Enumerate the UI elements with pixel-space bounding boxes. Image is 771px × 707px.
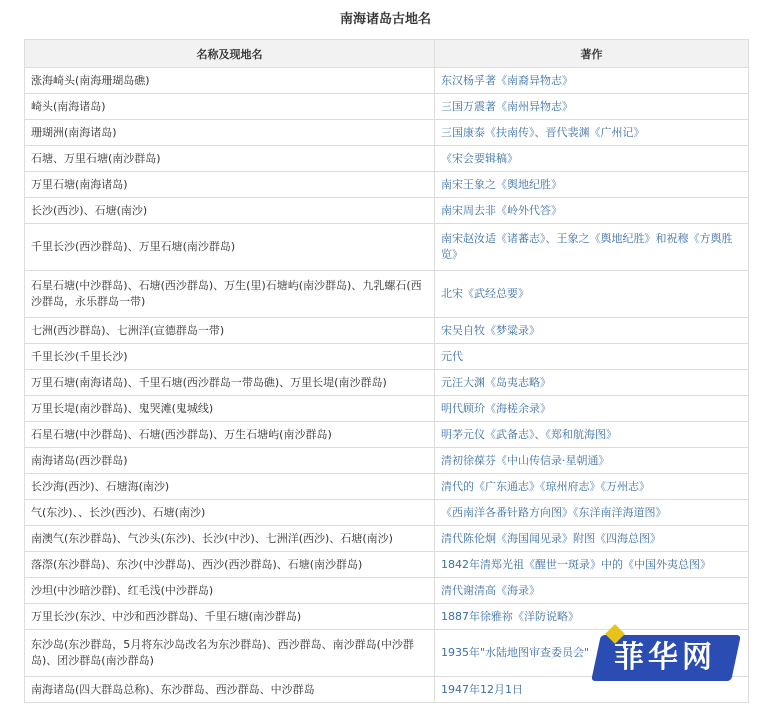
table-row [25, 224, 749, 271]
place-name-cell: 长沙海(西沙)、石塘海(南沙) [25, 474, 435, 500]
place-name-cell: 南澳气(东沙群岛)、气沙头(东沙)、长沙(中沙)、七洲洋(西沙)、石塘(南沙) [25, 526, 435, 552]
place-name-cell: 石星石塘(中沙群岛)、石塘(西沙群岛)、万生(里)石塘屿(南沙群岛)、九乳螺石(西沙群岛，永乐群岛一带) [25, 271, 435, 318]
place-name-cell: 万里石塘(南海诸岛)、千里石塘(西沙群岛一带岛礁)、万里长堤(南沙群岛) [25, 370, 435, 396]
place-name-cell: 万里长堤(南沙群岛)、鬼哭滩(鬼城线) [25, 396, 435, 422]
place-name-cell: 气(东沙)、、长沙(西沙)、石塘(南沙) [25, 500, 435, 526]
work-cell[interactable]: 元代 [435, 344, 749, 370]
table-row [25, 172, 749, 198]
table-row [25, 318, 749, 344]
work-cell[interactable]: 清初徐葆芬《中山传信录·星朝通》 [435, 448, 749, 474]
place-name-cell: 落漈(东沙群岛)、东沙(中沙群岛)、西沙(西沙群岛)、石塘(南沙群岛) [25, 552, 435, 578]
place-name-cell: 万里长沙(东沙、中沙和西沙群岛)、千里石塘(南沙群岛) [25, 604, 435, 630]
place-name-cell: 南海诸岛(四大群岛总称)、东沙群岛、西沙群岛、中沙群岛 [25, 677, 435, 703]
site-logo [590, 625, 740, 695]
page-title: 南海诸岛古地名 [339, 12, 431, 27]
work-cell[interactable]: 明茅元仪《武备志》、《郑和航海图》 [435, 422, 749, 448]
work-cell[interactable]: 元汪大渊《岛夷志略》 [435, 370, 749, 396]
table-row [25, 271, 749, 318]
work-cell[interactable]: 1935年"水陆地图审查委员会" [435, 630, 749, 677]
work-cell[interactable]: 1887年徐雅祢《洋防说略》 [435, 604, 749, 630]
place-name-cell: 珊瑚洲(南海诸岛) [25, 120, 435, 146]
place-name-cell: 涨海崎头(南海珊瑚岛礁) [25, 68, 435, 94]
place-name-cell: 崎头(南海诸岛) [25, 94, 435, 120]
place-name-cell: 石塘、万里石塘(南沙群岛) [25, 146, 435, 172]
table-header-row [25, 40, 749, 68]
table-row [25, 120, 749, 146]
place-name-cell: 七洲(西沙群岛)、七洲洋(宣德群岛一带) [25, 318, 435, 344]
logo-text: 菲华网 [614, 640, 716, 675]
table-row [25, 552, 749, 578]
column-header-work: 著作 [435, 40, 749, 68]
table-row [25, 422, 749, 448]
work-cell[interactable]: 东汉杨孚著《南裔异物志》 [435, 68, 749, 94]
table-row [25, 526, 749, 552]
work-cell[interactable]: 明代顾玠《海槎余录》 [435, 396, 749, 422]
work-cell[interactable]: 1947年12月1日 [435, 677, 749, 703]
work-cell[interactable]: 1842年清郑光祖《醒世一斑录》中的《中国外夷总图》 [435, 552, 749, 578]
table-row [25, 500, 749, 526]
table-row [25, 370, 749, 396]
work-cell[interactable]: 南宋周去非《岭外代答》 [435, 198, 749, 224]
table-row [25, 344, 749, 370]
table-row [25, 578, 749, 604]
work-cell[interactable]: 宋吴自牧《梦粱录》 [435, 318, 749, 344]
table-row [25, 396, 749, 422]
place-name-cell: 长沙(西沙)、石塘(南沙) [25, 198, 435, 224]
table-row [25, 474, 749, 500]
work-cell[interactable]: 三国康泰《扶南传》、晋代裴渊《广州记》 [435, 120, 749, 146]
table-row [25, 146, 749, 172]
column-header-name: 名称及现地名 [25, 40, 435, 68]
place-name-cell: 东沙岛(东沙群岛，5月将东沙岛改名为东沙群岛)、西沙群岛、南沙群岛(中沙群岛)、团沙群岛(南沙群岛) [25, 630, 435, 677]
work-cell[interactable]: 《西南洋各番针路方向图》《东洋南洋海道图》 [435, 500, 749, 526]
table-row [25, 68, 749, 94]
work-cell[interactable]: 清代陈伦炯《海国闻见录》附图《四海总图》 [435, 526, 749, 552]
place-name-cell: 沙坦(中沙暗沙群)、红毛浅(中沙群岛) [25, 578, 435, 604]
work-cell[interactable]: 清代的《广东通志》《琼州府志》《万州志》 [435, 474, 749, 500]
work-cell[interactable]: 北宋《武经总要》 [435, 271, 749, 318]
work-cell[interactable]: 三国万震著《南州异物志》 [435, 94, 749, 120]
work-cell[interactable]: 南宋赵汝适《诸蕃志》、王象之《舆地纪胜》和祝穆《方舆胜览》 [435, 224, 749, 271]
work-cell[interactable]: 南宋王象之《舆地纪胜》 [435, 172, 749, 198]
place-names-table [24, 39, 749, 703]
place-name-cell: 千里长沙(西沙群岛)、万里石塘(南沙群岛) [25, 224, 435, 271]
place-name-cell: 千里长沙(千里长沙) [25, 344, 435, 370]
table-row [25, 198, 749, 224]
place-name-cell: 石星石塘(中沙群岛)、石塘(西沙群岛)、万生石塘屿(南沙群岛) [25, 422, 435, 448]
table-row [25, 94, 749, 120]
place-name-cell: 万里石塘(南海诸岛) [25, 172, 435, 198]
place-name-cell: 南海诸岛(西沙群岛) [25, 448, 435, 474]
table-row [25, 448, 749, 474]
work-cell[interactable]: 清代谢清高《海录》 [435, 578, 749, 604]
work-cell[interactable]: 《宋会要辑稿》 [435, 146, 749, 172]
